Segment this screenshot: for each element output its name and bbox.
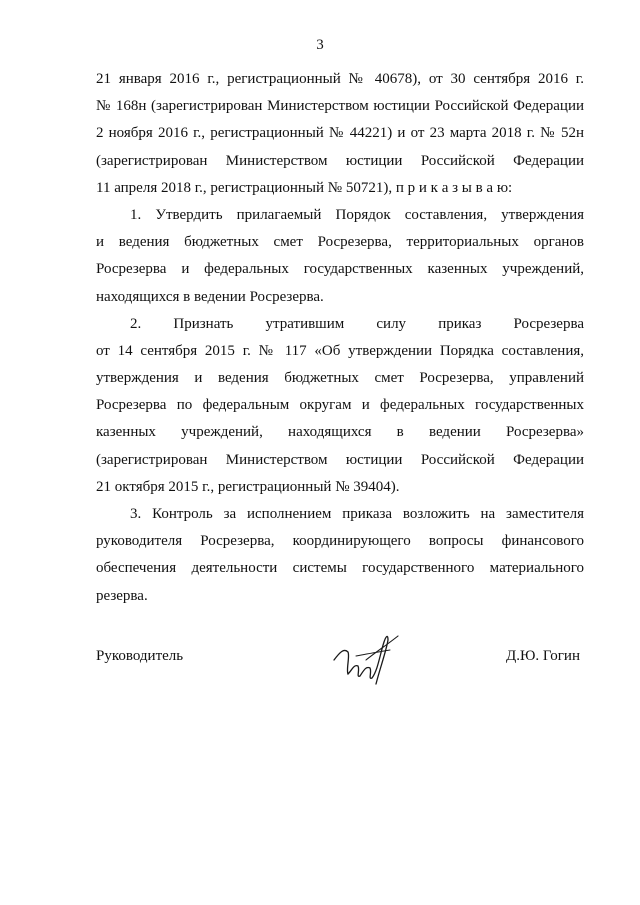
text-line: 11 апреля 2018 г., регистрационный № 50721), п р и к а з ы в а ю: (96, 179, 513, 196)
signature-block (96, 636, 584, 696)
document-body (96, 66, 584, 610)
text-line: от 14 сентября 2015 г. № 117 «Об утверждении Порядка составления, (96, 342, 584, 359)
page-number: 3 (316, 37, 324, 53)
signatory-name: Д.Ю. Гогин (506, 648, 580, 664)
text-line: 21 января 2016 г., регистрационный № 40678), от 30 сентября 2016 г. (96, 71, 584, 87)
paragraph-item-2 (96, 311, 584, 501)
text-line: 2. Признать утратившим силу приказ Росрезерва (130, 315, 584, 332)
text-line: (зарегистрирован Министерством юстиции Российской Федерации (96, 451, 584, 468)
text-line: 1. Утвердить прилагаемый Порядок составления, утверждения (130, 206, 584, 223)
text-line: № 168н (зарегистрирован Министерством юстиции Российской Федерации (96, 98, 584, 115)
handwritten-signature-icon (326, 630, 406, 690)
signatory-title: Руководитель (96, 648, 184, 664)
text-line: и ведения бюджетных смет Росрезерва, территориальных органов (96, 234, 584, 251)
paragraph-item-3 (96, 501, 584, 610)
text-line: 2 ноября 2016 г., регистрационный № 44221) и от 23 марта 2018 г. № 52н (96, 125, 584, 142)
text-line: казенных учреждений, находящихся в ведении Росрезерва» (96, 424, 584, 441)
text-line: утверждения и ведения бюджетных смет Росрезерва, управлений (96, 370, 584, 387)
paragraph-intro (96, 66, 584, 202)
text-line: Росрезерва и федеральных государственных казенных учреждений, (96, 261, 584, 278)
text-line: Росрезерва по федеральным округам и федеральных государственных (96, 397, 584, 414)
text-line: руководителя Росрезерва, координирующего вопросы финансового (96, 533, 584, 550)
text-line: находящихся в ведении Росрезерва. (96, 288, 324, 305)
text-line: 21 октября 2015 г., регистрационный № 39404). (96, 478, 400, 495)
text-line: (зарегистрирован Министерством юстиции Российской Федерации (96, 152, 584, 169)
paragraph-item-1 (96, 202, 584, 311)
text-line: обеспечения деятельности системы государственного материального (96, 560, 584, 577)
text-line: 3. Контроль за исполнением приказа возложить на заместителя (130, 506, 584, 522)
text-line: резерва. (96, 587, 148, 604)
